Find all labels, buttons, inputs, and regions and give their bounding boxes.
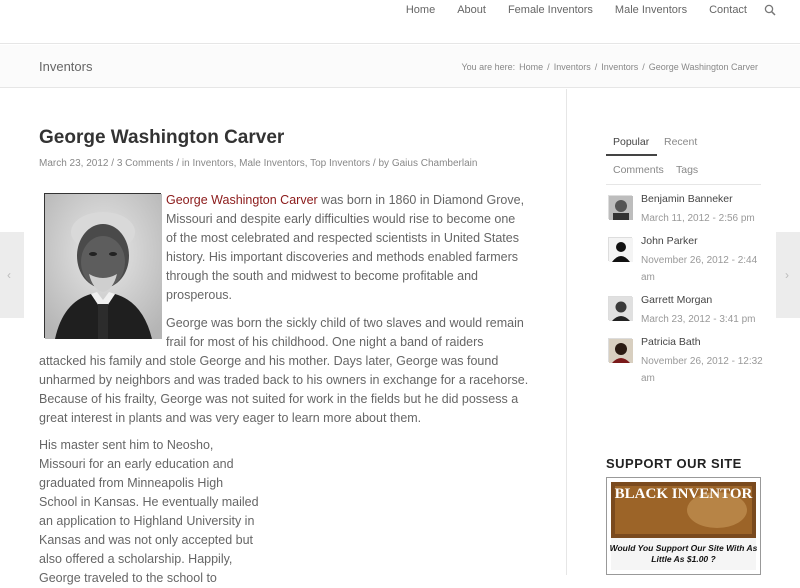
breadcrumb-separator: / — [642, 62, 645, 72]
post-date: November 26, 2012 - 2:44 am — [641, 255, 758, 283]
post-title-link[interactable]: John Parker — [641, 235, 698, 247]
sidebar-divider — [566, 89, 567, 575]
nav-male-inventors[interactable]: Male Inventors — [614, 4, 688, 16]
breadcrumb-inventors-2[interactable]: Inventors — [601, 62, 639, 72]
post-date: March 11, 2012 - 2:56 pm — [641, 213, 755, 224]
nav-female-inventors[interactable]: Female Inventors — [507, 4, 593, 16]
post-date: March 23, 2012 — [39, 158, 109, 169]
article-paragraph: George was born the sickly child of two slaves and would remain frail for most of his childhood. One night a band of raiders — [166, 316, 524, 349]
support-heading: SUPPORT OUR SITE — [606, 456, 742, 471]
breadcrumb-prefix: You are here: — [461, 62, 516, 72]
post-title-link[interactable]: Garrett Morgan — [641, 294, 713, 306]
post-thumbnail[interactable] — [608, 237, 632, 261]
nav-about[interactable]: About — [457, 4, 486, 16]
post-meta: March 23, 2012 / 3 Comments / in Inventors, Male Inventors, Top Inventors / by Gaius Chamberlain — [39, 158, 478, 169]
post-title-link[interactable]: Benjamin Banneker — [641, 193, 733, 205]
post-date: November 26, 2012 - 12:32 am — [641, 356, 763, 384]
chevron-right-icon: › — [785, 268, 789, 282]
author-link[interactable]: Gaius Chamberlain — [391, 158, 478, 169]
post-thumbnail[interactable] — [608, 338, 632, 362]
category-links[interactable]: Inventors, Male Inventors, Top Inventors — [192, 158, 371, 169]
post-title[interactable]: George Washington Carver — [39, 127, 285, 148]
breadcrumb-separator: / — [547, 62, 550, 72]
search-icon[interactable] — [764, 3, 778, 17]
by-label: by — [378, 158, 390, 169]
article-paragraph — [166, 191, 526, 305]
tab-popular[interactable]: Popular — [613, 136, 650, 148]
tab-tags[interactable]: Tags — [676, 164, 699, 176]
carver-name-link[interactable]: George Washington Carver — [166, 193, 318, 207]
breadcrumb — [461, 62, 758, 72]
nav-contact[interactable]: Contact — [709, 4, 747, 16]
top-header — [0, 0, 800, 44]
active-tab-indicator — [606, 154, 657, 156]
tab-recent[interactable]: Recent — [664, 136, 698, 148]
breadcrumb-home[interactable]: Home — [519, 62, 544, 72]
breadcrumb-separator: / — [594, 62, 598, 72]
previous-post-arrow[interactable] — [0, 232, 24, 318]
section-title: Inventors — [39, 59, 93, 74]
title-bar — [0, 45, 800, 88]
post-title-link[interactable]: Patricia Bath — [641, 336, 701, 348]
breadcrumb-current: George Washington Carver — [648, 62, 758, 72]
comments-link[interactable]: 3 Comments — [116, 158, 174, 169]
post-date: March 23, 2012 - 3:41 pm — [641, 314, 756, 325]
nav-home[interactable]: Home — [405, 4, 436, 16]
article-paragraph: attacked his family and stole George and his mother. Days later, George was found unharmed by neighbors and was traded back to his owners in exchange for a racehorse. Because of his frailty, George was not suited for work in the fields but he did possess a great interest in plants and was very eager to learn more about them. — [39, 354, 529, 425]
carver-portrait — [44, 193, 161, 338]
chevron-left-icon: ‹ — [7, 268, 11, 282]
ad-tagline: Would You Support Our Site With As Little As $1.00 ? — [609, 543, 758, 564]
post-thumbnail[interactable] — [608, 296, 632, 320]
in-label: in — [181, 158, 190, 169]
support-banner[interactable] — [606, 477, 761, 575]
main-nav — [395, 0, 758, 20]
post-thumbnail[interactable] — [608, 195, 632, 219]
paragraph-text: was born in 1860 in Diamond Grove, Missouri and despite early difficulties would rise to become one of the most celebrated and respected scientists in United States history. His important discoveries and methods enabled farmers through the south and midwest to become profitable and prosperous. — [166, 193, 525, 302]
breadcrumb-inventors[interactable]: Inventors — [553, 62, 591, 72]
tab-comments[interactable]: Comments — [613, 164, 664, 176]
ad-brand-text: BLACK INVENTOR — [614, 486, 753, 502]
article-paragraph: His master sent him to Neosho, Missouri for an early education and graduated from Minneapolis High School in Kansas. He eventually mailed an application to Highland University in Kansas and was not only accepted but also offered a scholarship. Happily, George traveled to the school to — [39, 438, 259, 585]
tabs-divider — [606, 184, 761, 185]
next-post-arrow[interactable] — [776, 232, 800, 318]
